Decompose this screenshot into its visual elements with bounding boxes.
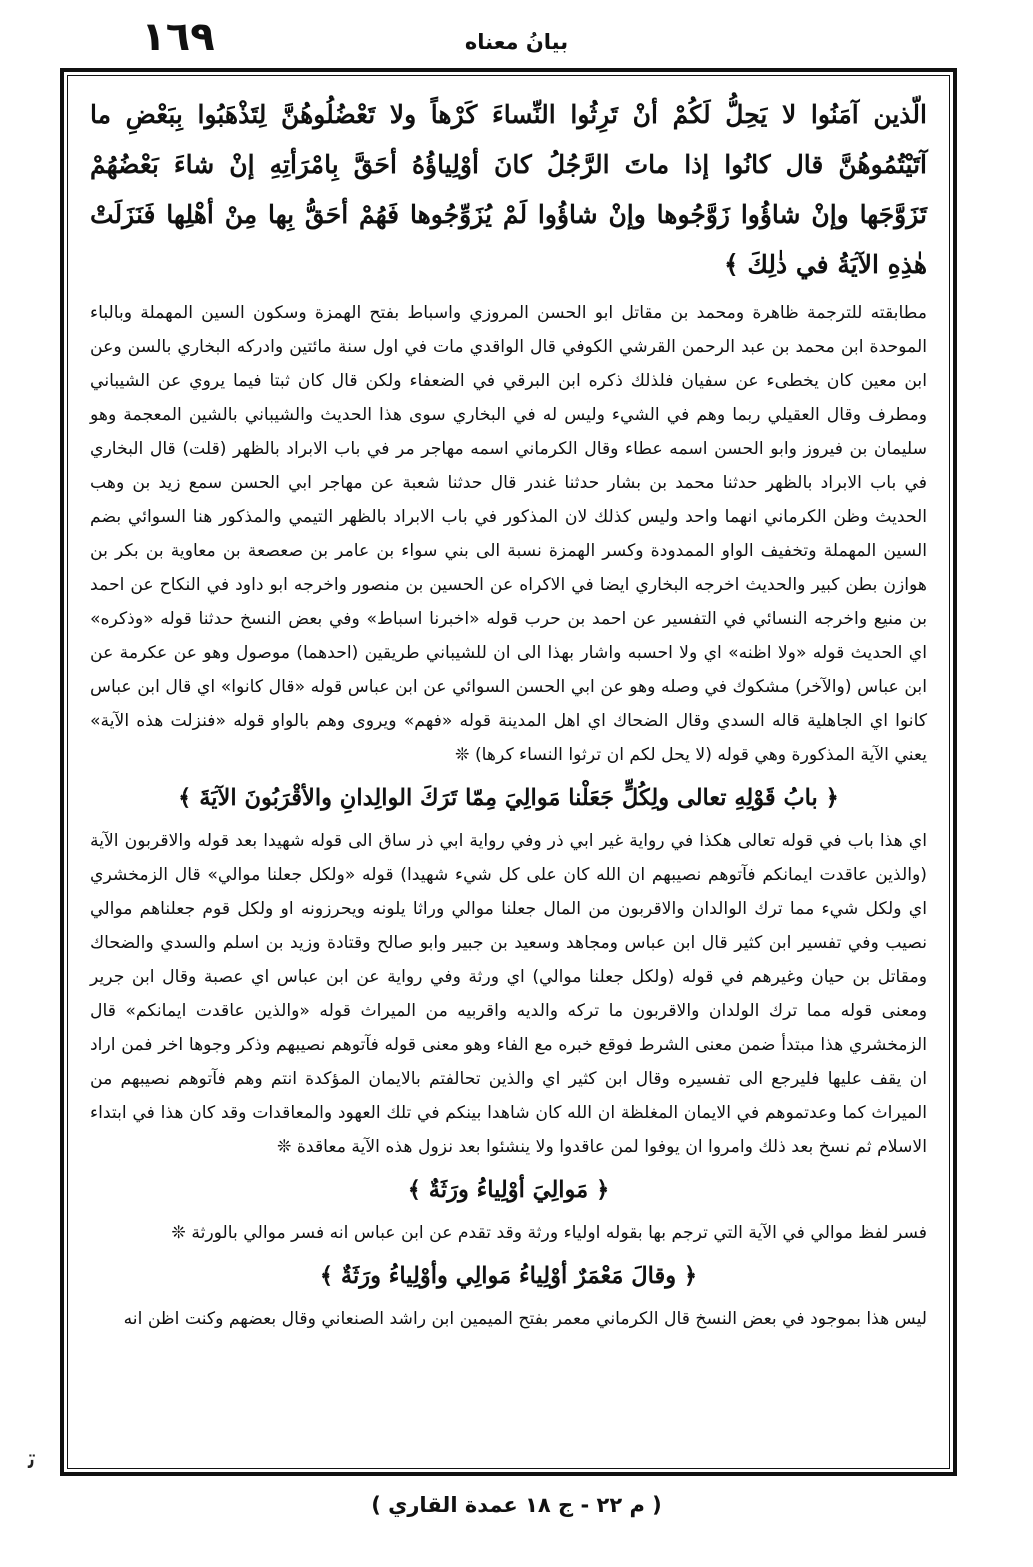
ornament-close: ﴾: [723, 250, 739, 279]
commentary-paragraph-1: مطابقته للترجمة ظاهرة ومحمد بن مقاتل ابو الحسن المروزي واسباط بفتح الهمزة وسكون السين المهملة وبالباء الموحدة ابن محمد بن عبد الرحمن القرشي الكوفي قال الواقدي مات في اول سنة مائتين وادركه البخاري بالسن وعن ابن معين كان يخطىء عن سفيان فلذلك ذكره ابن البرقي في الضعفاء ولكن قال كان ثبتا فيما يروي عن الشيباني ومطرف وقال العقيلي ربما وهم في الشيء وليس له في البخاري سوى هذا الحديث والشيباني بالشين المعجمة وهو سليمان بن فيروز وابو الحسن اسمه عطاء وقال الكرماني اسمه مهاجر مر في باب الابراد بالظهر (قلت) قال البخاري في باب الابراد بالظهر حدثنا محمد بن بشار حدثنا غندر قال حدثنا شعبة عن مهاجر ابي الحسن سمع زيد بن وهب الحديث وظن الكرماني انهما واحد وليس كذلك لان المذكور في باب الابراد بالظهر التيمي والمذكور هنا السوائي بضم السين المهملة وتخفيف الواو الممدودة وكسر الهمزة نسبة الى بني سواء بن عامر بن صعصعة بن معاوية بن بكر بن هوازن بطن كبير والحديث اخرجه البخاري ايضا في الاكراه عن الحسين بن منصور واخرجه ابو داود في النكاح عن احمد بن منيع واخرجه النسائي في التفسير عن احمد بن حرب قوله «اخبرنا اسباط» وفي بعض النسخ حدثنا قوله «وذكره» اي الحديث قوله «ولا اظنه» اي ولا احسبه واشار بهذا الى ان للشيباني طريقين (احدهما) موصول وهو عن عكرمة عن ابن عباس (والآخر) مشكوك في وصله وهو عن ابي الحسن السوائي عن ابن عباس قوله «قال كانوا» اي قال ابن عباس كانوا اي الجاهلية قاله السدي وقال الضحاك اي اهل المدينة قوله «فهم» ويروى وهم بالواو قوله «فنزلت هذه الآية» يعني الآية المذكورة وهي قوله (لا يحل لكم ان ترثوا النساء كرها) ❊: [90, 303, 927, 765]
heading-mawali-text: مَوالِيَ أوْلِياءُ ورَثَةٌ: [428, 1177, 589, 1203]
ornament-close: ﴾: [178, 785, 192, 811]
chapter-heading-text: بابُ قَوْلِهِ تعالى ولِكُلٍّ جَعَلْنا مَوالِيَ مِمّا تَرَكَ الوالِدانِ والأقْرَبُونَ الآيَةَ: [199, 785, 818, 811]
chapter-heading-bab: [90, 776, 927, 820]
ornament-open: ﴿: [596, 1177, 610, 1203]
heading-mamar-text: وقالَ مَعْمَرٌ أوْلِياءُ مَوالِي وأوْلِياءُ ورَثَةٌ: [340, 1263, 677, 1289]
hadith-text: [90, 90, 927, 290]
commentary-paragraph-3: فسر لفظ موالي في الآية التي ترجم بها بقوله اولياء ورثة وقد تقدم عن ابن عباس انه فسر موالي بالورثة ❊: [171, 1223, 927, 1243]
commentary-paragraph-2: اي هذا باب في قوله تعالى هكذا في رواية غير ابي ذر وفي رواية ابي ذر ساق الى قوله شهيدا بعد قوله والاقربون الآية (والذين عاقدت ايمانكم فآتوهم نصيبهم ان الله كان على كل شيء شهيدا) قوله «ولكل جعلنا موالي» قال الزمخشري اي ولكل شيء مما ترك الوالدان والاقربون من المال جعلنا موالي وراثا يلونه ويحرزونه او ولكل قوم جعلناهم موالي نصيب وفي تفسير ابن كثير قال ابن عباس ومجاهد وسعيد بن جبير وابو صالح وقتادة وزيد بن اسلم والسدي والضحاك ومقاتل بن حيان وغيرهم في قوله (ولكل جعلنا موالي) اي ورثة وفي رواية عن ابن عباس اي عصبة وقال ابن جرير ومعنى قوله مما ترك الولدان والاقربون ما تركه والديه واقربيه من الميراث قوله «والذين عاقدت ايمانكم» قال الزمخشري هذا مبتدأ ضمن معنى الشرط فوقع خبره مع الفاء وهو معنى قوله فآتوهم نصيبهم وذكر وجوها اخر فمن اراد ان يقف عليها فليرجع الى تفسيره وقال ابن كثير اي والذين تحالفتم بالايمان المؤكدة انتم وهم فآتوهم نصيبهم من الميراث كما وعدتموهم في الايمان المغلظة ان الله كان شاهدا بينكم في تلك العهود والمعاقدات وقد كان هذا في ابتداء الاسلام ثم نسخ بعد ذلك وامروا ان يوفوا لمن عاقدوا ولا ينشئوا بعد نزول هذه الآية معاقدة ❊: [90, 831, 927, 1157]
footer-signature: ( م ٢٢ - ج ١٨ عمدة القاري ): [371, 1493, 662, 1517]
page-frame: [60, 68, 957, 1476]
heading-mamar: [90, 1254, 927, 1298]
page-number: ١٦٩: [141, 14, 215, 60]
ornament-close: ﴾: [407, 1177, 421, 1203]
page-body: [67, 75, 950, 1469]
hadith-body: الّذين آمَنُوا لا يَحِلُّ لَكُمْ أنْ تَرِثُوا النِّساءَ كَرْهاً ولا تَعْضُلُوهُنَّ لِتَذْهَبُوا بِبَعْضِ ما آتَيْتُمُوهُنَّ قال كانُوا إذا ماتَ الرَّجُلُ كانَ أوْلِياؤُهُ أحَقَّ بِامْرَأتِهِ إنْ شاءَ بَعْضُهُمْ تَزَوَّجَها وإنْ شاؤُوا زَوَّجُوها وإنْ شاؤُوا لَمْ يُزَوِّجُوها فَهُمْ أحَقُّ بِها مِنْ أهْلِها فَنَزَلَتْ هٰذِهِ الآيَةُ في ذٰلِكَ: [90, 100, 927, 279]
margin-mark: ﺗ: [28, 1442, 36, 1475]
commentary-paragraph-4: ليس هذا بموجود في بعض النسخ قال الكرماني معمر بفتح الميمين ابن راشد الصنعاني وقال بعضهم وكنت اظن انه: [123, 1309, 927, 1329]
ornament-open: ﴿: [683, 1263, 698, 1289]
ornament-open: ﴿: [825, 785, 839, 811]
heading-mawali: [90, 1168, 927, 1212]
ornament-close: ﴾: [319, 1263, 334, 1289]
running-header: بيانُ معناه: [464, 30, 569, 54]
